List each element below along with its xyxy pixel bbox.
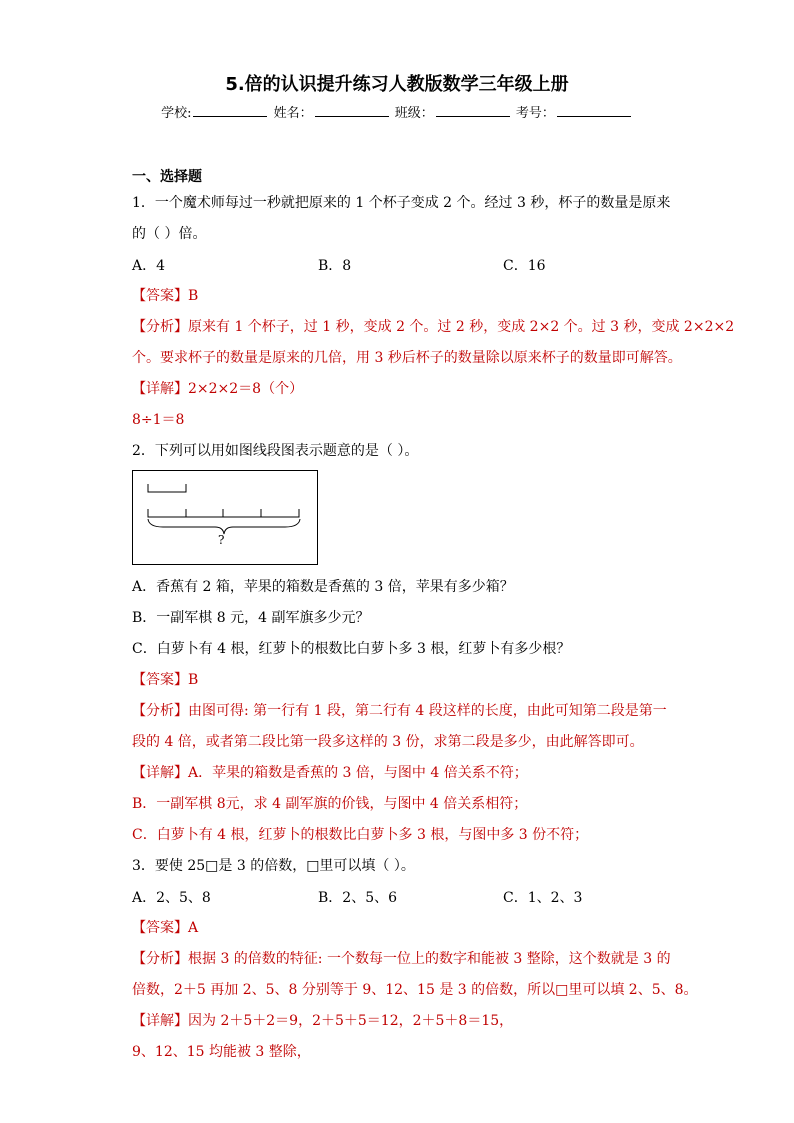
school-label: 学校:: [161, 106, 192, 121]
brace: [148, 519, 300, 534]
q2-detail-line2: B．一副军棋 8元，求 4 副军旗的价钱，与图中 4 倍关系相符；: [132, 796, 528, 812]
q3-detail-line2: 9、12、15 均能被 3 整除，: [132, 1044, 311, 1060]
q3-analysis-line1: [132, 949, 671, 969]
detail-tag: 【详解】: [132, 381, 188, 397]
q2-option-b: B．一副军棋 8 元，4 副军旗多少元？: [132, 610, 370, 626]
q3-detail-line1: [132, 1011, 513, 1031]
answer-tag: 【答案】: [132, 288, 188, 304]
q1-detail-line1: [132, 379, 303, 399]
exam-no-label: 考号：: [515, 106, 555, 121]
answer-value: B: [188, 288, 199, 304]
q2-text-line1: 2．下列可以用如图线段图表示题意的是（ ）。: [132, 443, 419, 459]
line-segment-diagram: [132, 470, 318, 565]
student-info-line: [0, 102, 794, 121]
q3-text-line1: 3．要使 25□是 3 的倍数，□里可以填（ ）。: [132, 858, 415, 874]
analysis-tag: 【分析】: [132, 703, 188, 719]
q3-answer: [132, 918, 198, 938]
q1-answer: [132, 286, 198, 306]
class-label: 班级：: [394, 106, 434, 121]
q3-option-a: A．2、5、8: [132, 890, 211, 906]
analysis-text: 原来有 1 个杯子，过 1 秒，变成 2 个。过 2 秒，变成 2×2 个。过 3 秒，变成 2×2×2: [188, 319, 735, 335]
detail-tag: 【详解】: [132, 765, 188, 781]
q2-option-c: C．白萝卜有 4 根，红萝卜的根数比白萝卜多 3 根，红萝卜有多少根？: [132, 641, 571, 657]
analysis-tag: 【分析】: [132, 319, 188, 335]
q2-detail-line3: C．白萝卜有 4 根，红萝卜的根数比白萝卜多 3 根，与图中多 3 份不符；: [132, 827, 589, 843]
q3-option-c: C．1、2、3: [503, 890, 583, 906]
q1-option-c: C．16: [503, 258, 546, 274]
q2-analysis-line1: [132, 701, 667, 721]
detail-tag: 【详解】: [132, 1013, 188, 1029]
name-label: 姓名：: [273, 106, 313, 121]
first-row-segment: [148, 484, 186, 492]
segment-diagram-svg: [133, 471, 317, 564]
q2-detail-line1: [132, 763, 528, 783]
detail-text: 因为 2＋5＋2＝9，2＋5＋5＝12，2＋5＋8＝15，: [188, 1013, 514, 1029]
page-title: 5.倍的认识提升练习人教版数学三年级上册: [225, 74, 569, 95]
diagram-question-mark: ?: [218, 533, 225, 547]
name-blank: [315, 104, 389, 117]
school-blank: [193, 104, 267, 117]
detail-text: 2×2×2＝8（个）: [188, 381, 304, 397]
detail-text: A．苹果的箱数是香蕉的 3 倍，与图中 4 倍关系不符；: [188, 765, 528, 781]
q2-answer: [132, 670, 198, 690]
answer-tag: 【答案】: [132, 920, 188, 936]
q1-text-line2: 的（ ）倍。: [132, 226, 207, 242]
q3-option-b: B．2、5、6: [318, 890, 398, 906]
q2-analysis-line2: 段的 4 倍，或者第二段比第一段多这样的 3 份，求第二段是多少，由此解答即可。: [132, 734, 644, 750]
analysis-tag: 【分析】: [132, 951, 188, 967]
q1-text-line1: 1．一个魔术师每过一秒就把原来的 1 个杯子变成 2 个。经过 3 秒，杯子的数量是原来: [132, 195, 671, 211]
analysis-text: 由图可得: 第一行有 1 段，第二行有 4 段这样的长度，由此可知第二段是第一: [188, 703, 667, 719]
q3-analysis-line2: 倍数，2＋5 再加 2、5、8 分别等于 9、12、15 是 3 的倍数，所以□里可以填 2、5、8。: [132, 982, 698, 998]
q1-analysis-line2: 个。要求杯子的数量是原来的几倍，用 3 秒后杯子的数量除以原来杯子的数量即可解答。: [132, 350, 682, 366]
q2-option-a: A．香蕉有 2 箱，苹果的箱数是香蕉的 3 倍，苹果有多少箱？: [132, 579, 514, 595]
q1-detail-line2: 8÷1＝8: [132, 412, 185, 428]
q1-analysis-line1: [132, 317, 734, 337]
class-blank: [436, 104, 510, 117]
analysis-text: 根据 3 的倍数的特征: 一个数每一位上的数字和能被 3 整除，这个数就是 3 的: [188, 951, 671, 967]
answer-value: A: [188, 920, 199, 936]
q1-option-b: B．8: [318, 258, 352, 274]
q1-option-a: A．4: [132, 258, 166, 274]
answer-tag: 【答案】: [132, 672, 188, 688]
section-heading: 一、选择题: [132, 169, 202, 185]
answer-value: B: [188, 672, 199, 688]
exam-no-blank: [557, 104, 631, 117]
